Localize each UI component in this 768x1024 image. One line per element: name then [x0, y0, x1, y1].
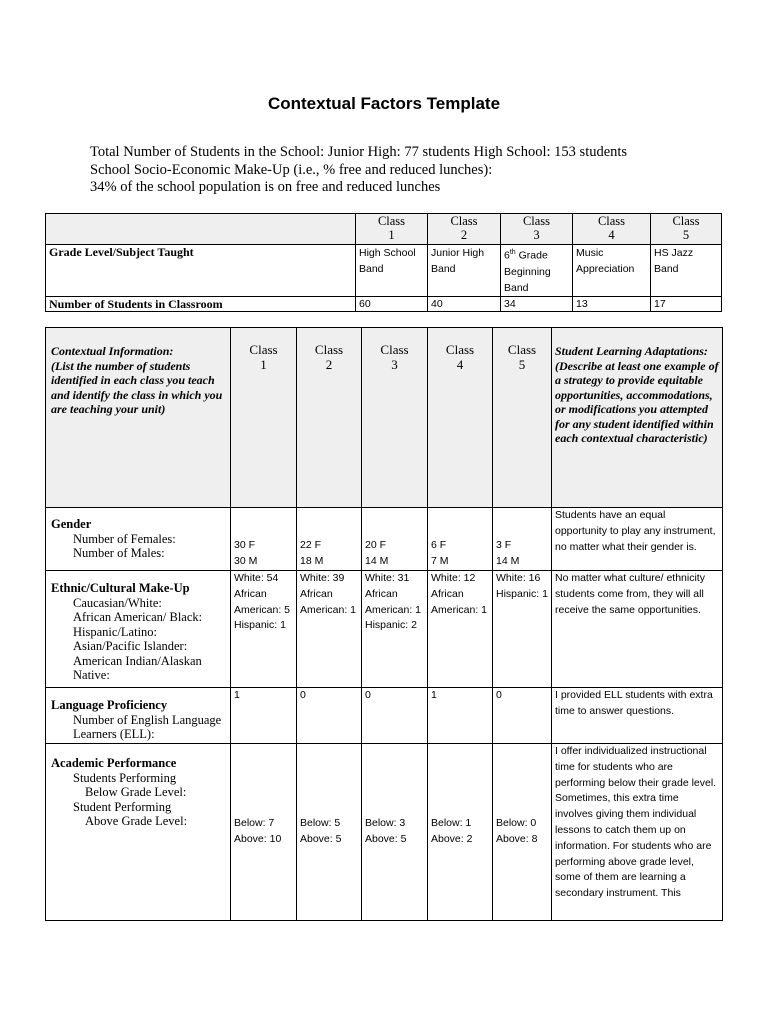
gender-class-1: 30 F 30 M	[231, 508, 297, 571]
ethnic-class-4: White: 12 African American: 1	[428, 571, 493, 688]
language-class-2: 0	[297, 688, 362, 744]
table-row	[46, 571, 723, 688]
socio-economic-line: School Socio-Economic Make-Up (i.e., % free and reduced lunches):	[90, 161, 493, 178]
total-students-line: Total Number of Students in the School: Junior High: 77 students High School: 153 students	[90, 144, 628, 160]
language-label: Language Proficiency Number of English Language Learners (ELL):	[46, 688, 231, 744]
ethnic-strategy: No matter what culture/ ethnicity students come from, they will all receive the same opportunities.	[552, 571, 723, 688]
academic-class-1: Below: 7 Above: 10	[231, 744, 297, 921]
grade-class-4: Music Appreciation	[573, 245, 651, 297]
ethnic-class-1: White: 54 African American: 5 Hispanic: 1	[231, 571, 297, 688]
students-class-5: 17	[651, 296, 722, 311]
free-lunch-line: 34% of the school population is on free and reduced lunches	[90, 179, 441, 195]
table-row	[46, 214, 722, 245]
gender-class-3: 20 F 14 M	[362, 508, 428, 571]
document-title: Contextual Factors Template	[267, 94, 501, 113]
table-row	[46, 328, 723, 508]
students-class-1: 60	[356, 296, 428, 311]
ethnic-class-2: White: 39 African American: 1	[297, 571, 362, 688]
gender-class-2: 22 F 18 M	[297, 508, 362, 571]
academic-class-5: Below: 0 Above: 8	[493, 744, 552, 921]
academic-label: Academic Performance Students Performing Below Grade Level: Student Performing Above Grade Level:	[46, 744, 231, 921]
academic-class-3: Below: 3 Above: 5	[362, 744, 428, 921]
language-class-3: 0	[362, 688, 428, 744]
academic-strategy: I offer individualized instructional time for students who are performing below their grade level. Sometimes, this extra time involves giving them individual lessons to catch them up on information. For students who are performing above grade level, some of them are learning a secondary instrument. This	[552, 744, 723, 921]
grade-class-2: Junior High Band	[428, 245, 501, 297]
gender-strategy: Students have an equal opportunity to play any instrument, no matter what their gender is.	[552, 508, 723, 571]
adaptations-header: Student Learning Adaptations: (Describe at least one example of a strategy to provide equitable opportunities, accommodations, or modifications you attempted for any student identified within each contextual characteristic)	[552, 328, 723, 508]
ethnic-class-3: White: 31 African American: 1 Hispanic: 2	[362, 571, 428, 688]
class-header-3: Class 3	[501, 214, 573, 245]
class-header-1: Class 1	[356, 214, 428, 245]
class-header-4: Class 4	[573, 214, 651, 245]
class-header-4: Class 4	[428, 328, 493, 508]
class-header-1: Class 1	[231, 328, 297, 508]
grade-class-5: HS Jazz Band	[651, 245, 722, 297]
school-summary	[90, 144, 627, 197]
students-class-4: 13	[573, 296, 651, 311]
ethnic-label: Ethnic/Cultural Make-Up Caucasian/White: African American/ Black: Hispanic/Latino: Asian/Pacific Islander: American Indian/Alaskan Native:	[46, 571, 231, 688]
ethnic-class-5: White: 16 Hispanic: 1	[493, 571, 552, 688]
class-header-3: Class 3	[362, 328, 428, 508]
language-class-1: 1	[231, 688, 297, 744]
language-class-5: 0	[493, 688, 552, 744]
class-header-2: Class 2	[297, 328, 362, 508]
language-strategy: I provided ELL students with extra time to answer questions.	[552, 688, 723, 744]
gender-label: Gender Number of Females: Number of Males:	[46, 508, 231, 571]
academic-class-4: Below: 1 Above: 2	[428, 744, 493, 921]
grade-class-3: 6th Grade Beginning Band	[501, 245, 573, 297]
table-row	[46, 508, 723, 571]
grade-class-1: High School Band	[356, 245, 428, 297]
gender-class-4: 6 F 7 M	[428, 508, 493, 571]
class-header-2: Class 2	[428, 214, 501, 245]
empty-header-cell	[46, 214, 356, 245]
students-class-2: 40	[428, 296, 501, 311]
contextual-factors-table	[45, 327, 723, 921]
students-count-label: Number of Students in Classroom	[46, 296, 356, 311]
academic-class-2: Below: 5 Above: 5	[297, 744, 362, 921]
table-row	[46, 245, 722, 297]
gender-class-5: 3 F 14 M	[493, 508, 552, 571]
contextual-information-header: Contextual Information: (List the number of students identified in each class you teach and identify the class in which you are teaching your unit)	[46, 328, 231, 508]
class-header-5: Class 5	[493, 328, 552, 508]
students-class-3: 34	[501, 296, 573, 311]
grade-level-label: Grade Level/Subject Taught	[46, 245, 356, 297]
class-header-5: Class 5	[651, 214, 722, 245]
language-class-4: 1	[428, 688, 493, 744]
table-row	[46, 688, 723, 744]
table-row	[46, 744, 723, 921]
table-row	[46, 296, 722, 311]
class-overview-table	[45, 213, 722, 312]
